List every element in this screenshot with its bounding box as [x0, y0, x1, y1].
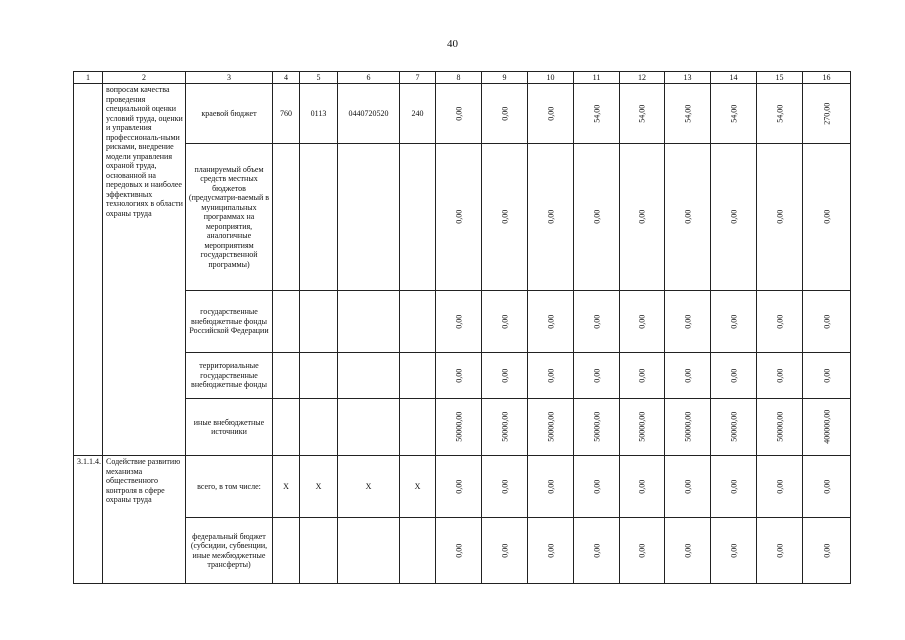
table-row — [74, 353, 851, 399]
page-number: 40 — [447, 38, 458, 50]
header-cell: 8 — [436, 72, 482, 84]
amount-cell — [482, 518, 528, 584]
amount-cell — [711, 518, 757, 584]
amount-cell — [528, 84, 574, 144]
header-cell: 5 — [300, 72, 338, 84]
header-cell: 12 — [620, 72, 665, 84]
table-row — [74, 518, 851, 584]
cell-value: 0,00 — [545, 106, 555, 121]
amount-cell — [711, 399, 757, 456]
amount-cell — [528, 518, 574, 584]
code-c4: 760 — [273, 84, 300, 144]
cell-value: 270,00 — [821, 102, 831, 125]
cell-value: 0,00 — [821, 314, 831, 329]
amount-cell — [574, 456, 620, 518]
cell-value: 0,00 — [728, 210, 738, 224]
code-c7 — [400, 399, 436, 456]
cell-value: 0,00 — [499, 106, 509, 121]
amount-cell — [436, 399, 482, 456]
row-description: Содействие развитию механизма общественного контроля в сфере охраны труда — [103, 456, 186, 584]
amount-cell — [436, 144, 482, 291]
amount-cell — [482, 456, 528, 518]
cell-value: 0,00 — [682, 314, 692, 329]
code-c4 — [273, 291, 300, 353]
code-c5 — [300, 353, 338, 399]
cell-value: 400000,00 — [821, 410, 831, 444]
code-c6: 0440720520 — [338, 84, 400, 144]
code-c5: X — [300, 456, 338, 518]
amount-cell — [436, 353, 482, 399]
code-c5 — [300, 291, 338, 353]
amount-cell — [803, 518, 851, 584]
amount-cell — [711, 144, 757, 291]
cell-value: 54,00 — [637, 104, 647, 123]
cell-value: 50000,00 — [682, 412, 692, 442]
amount-cell — [620, 518, 665, 584]
amount-cell — [757, 144, 803, 291]
amount-cell — [711, 84, 757, 144]
code-c6 — [338, 144, 400, 291]
amount-cell — [665, 456, 711, 518]
cell-value: 0,00 — [682, 479, 692, 494]
amount-cell — [620, 456, 665, 518]
cell-value: 54,00 — [728, 104, 738, 123]
cell-value: 0,00 — [453, 543, 463, 558]
cell-value: 50000,00 — [499, 412, 509, 442]
cell-value: 0,00 — [728, 368, 738, 383]
cell-value: 0,00 — [774, 479, 784, 494]
header-cell: 4 — [273, 72, 300, 84]
amount-cell — [665, 353, 711, 399]
amount-cell — [803, 399, 851, 456]
amount-cell — [436, 291, 482, 353]
header-cell: 9 — [482, 72, 528, 84]
code-c6: X — [338, 456, 400, 518]
cell-value: 0,00 — [591, 479, 601, 494]
cell-value: 54,00 — [591, 104, 601, 123]
amount-cell — [620, 399, 665, 456]
amount-cell — [482, 84, 528, 144]
amount-cell — [620, 291, 665, 353]
cell-value: 0,00 — [545, 543, 555, 558]
header-cell: 2 — [103, 72, 186, 84]
amount-cell — [711, 291, 757, 353]
amount-cell — [574, 399, 620, 456]
cell-value: 0,00 — [821, 368, 831, 383]
amount-cell — [574, 518, 620, 584]
code-c5 — [300, 399, 338, 456]
cell-value: 50000,00 — [774, 412, 784, 442]
cell-value: 54,00 — [682, 104, 692, 123]
code-c5 — [300, 144, 338, 291]
code-c7 — [400, 144, 436, 291]
amount-cell — [757, 518, 803, 584]
amount-cell — [665, 518, 711, 584]
row-number — [74, 84, 103, 456]
cell-value: 0,00 — [499, 479, 509, 494]
code-c6 — [338, 518, 400, 584]
header-cell: 3 — [186, 72, 273, 84]
header-row — [74, 72, 851, 84]
code-c7 — [400, 353, 436, 399]
code-c7: X — [400, 456, 436, 518]
cell-value: 0,00 — [728, 314, 738, 329]
cell-value: 0,00 — [591, 210, 601, 224]
table-row — [74, 84, 851, 144]
cell-value: 0,00 — [637, 543, 647, 558]
cell-value: 0,00 — [545, 210, 555, 224]
header-cell: 1 — [74, 72, 103, 84]
funding-source: краевой бюджет — [186, 84, 273, 144]
amount-cell — [482, 144, 528, 291]
header-cell: 11 — [574, 72, 620, 84]
cell-value: 50000,00 — [637, 412, 647, 442]
cell-value: 0,00 — [682, 543, 692, 558]
cell-value: 0,00 — [637, 314, 647, 329]
budget-table — [73, 71, 851, 584]
cell-value: 0,00 — [821, 210, 831, 224]
code-c7 — [400, 518, 436, 584]
cell-value: 0,00 — [774, 543, 784, 558]
cell-value: 0,00 — [728, 479, 738, 494]
amount-cell — [574, 353, 620, 399]
cell-value: 0,00 — [545, 479, 555, 494]
amount-cell — [757, 399, 803, 456]
cell-value: 0,00 — [453, 314, 463, 329]
cell-value: 0,00 — [728, 543, 738, 558]
cell-value: 0,00 — [453, 479, 463, 494]
amount-cell — [803, 456, 851, 518]
amount-cell — [482, 291, 528, 353]
header-cell: 14 — [711, 72, 757, 84]
amount-cell — [620, 353, 665, 399]
header-cell: 7 — [400, 72, 436, 84]
amount-cell — [528, 291, 574, 353]
cell-value: 0,00 — [821, 543, 831, 558]
funding-source: иные внебюджетные источники — [186, 399, 273, 456]
cell-value: 0,00 — [637, 210, 647, 224]
cell-value: 0,00 — [774, 368, 784, 383]
header-cell: 6 — [338, 72, 400, 84]
table-row — [74, 144, 851, 291]
table-row — [74, 291, 851, 353]
cell-value: 0,00 — [682, 210, 692, 224]
amount-cell — [757, 353, 803, 399]
cell-value: 0,00 — [682, 368, 692, 383]
amount-cell — [665, 291, 711, 353]
amount-cell — [757, 84, 803, 144]
amount-cell — [711, 353, 757, 399]
amount-cell — [574, 84, 620, 144]
amount-cell — [574, 144, 620, 291]
amount-cell — [574, 291, 620, 353]
cell-value: 54,00 — [774, 104, 784, 123]
cell-value: 0,00 — [499, 210, 509, 224]
amount-cell — [436, 456, 482, 518]
amount-cell — [436, 84, 482, 144]
cell-value: 0,00 — [499, 314, 509, 329]
amount-cell — [803, 353, 851, 399]
code-c7 — [400, 291, 436, 353]
funding-source: планируемый объем средств местных бюджетов (предусматри-ваемый в муниципальных программах на мероприятия, аналогичные мероприятиям государственной программы) — [186, 144, 273, 291]
code-c4 — [273, 399, 300, 456]
code-c7: 240 — [400, 84, 436, 144]
table-body — [74, 72, 851, 584]
funding-source: государственные внебюджетные фонды Российской Федерации — [186, 291, 273, 353]
header-cell: 16 — [803, 72, 851, 84]
amount-cell — [482, 399, 528, 456]
cell-value: 0,00 — [591, 368, 601, 383]
amount-cell — [803, 84, 851, 144]
funding-source: всего, в том числе: — [186, 456, 273, 518]
amount-cell — [528, 144, 574, 291]
header-cell: 15 — [757, 72, 803, 84]
amount-cell — [803, 144, 851, 291]
cell-value: 0,00 — [545, 368, 555, 383]
amount-cell — [620, 84, 665, 144]
amount-cell — [665, 84, 711, 144]
cell-value: 0,00 — [774, 210, 784, 224]
funding-source: федеральный бюджет (субсидии, субвенции, иные межбюджетные трансферты) — [186, 518, 273, 584]
cell-value: 0,00 — [637, 368, 647, 383]
code-c5 — [300, 518, 338, 584]
cell-value: 50000,00 — [453, 412, 463, 442]
amount-cell — [528, 353, 574, 399]
amount-cell — [803, 291, 851, 353]
cell-value: 0,00 — [591, 314, 601, 329]
code-c4 — [273, 353, 300, 399]
amount-cell — [665, 399, 711, 456]
header-cell: 10 — [528, 72, 574, 84]
cell-value: 50000,00 — [591, 412, 601, 442]
cell-value: 50000,00 — [728, 412, 738, 442]
cell-value: 0,00 — [453, 210, 463, 224]
cell-value: 0,00 — [453, 106, 463, 121]
row-number: 3.1.1.4. — [74, 456, 103, 584]
amount-cell — [482, 353, 528, 399]
amount-cell — [665, 144, 711, 291]
cell-value: 0,00 — [499, 368, 509, 383]
cell-value: 0,00 — [591, 543, 601, 558]
amount-cell — [528, 456, 574, 518]
cell-value: 0,00 — [499, 543, 509, 558]
code-c4 — [273, 518, 300, 584]
amount-cell — [620, 144, 665, 291]
header-cell: 13 — [665, 72, 711, 84]
amount-cell — [528, 399, 574, 456]
table-row — [74, 456, 851, 518]
amount-cell — [436, 518, 482, 584]
code-c4 — [273, 144, 300, 291]
row-description: вопросам качества проведения специальной оценки условий труда, оценки и управления профессиональ-ными рисками, внедрение модели управления охраной труда, основанной на передовых и наиболее эффективных технологиях в области охраны труда — [103, 84, 186, 456]
code-c5: 0113 — [300, 84, 338, 144]
amount-cell — [757, 291, 803, 353]
cell-value: 0,00 — [774, 314, 784, 329]
code-c6 — [338, 353, 400, 399]
cell-value: 0,00 — [821, 479, 831, 494]
cell-value: 0,00 — [453, 368, 463, 383]
code-c6 — [338, 399, 400, 456]
amount-cell — [757, 456, 803, 518]
funding-source: территориальные государственные внебюджетные фонды — [186, 353, 273, 399]
amount-cell — [711, 456, 757, 518]
cell-value: 50000,00 — [545, 412, 555, 442]
code-c6 — [338, 291, 400, 353]
code-c4: X — [273, 456, 300, 518]
cell-value: 0,00 — [545, 314, 555, 329]
cell-value: 0,00 — [637, 479, 647, 494]
table-row — [74, 399, 851, 456]
